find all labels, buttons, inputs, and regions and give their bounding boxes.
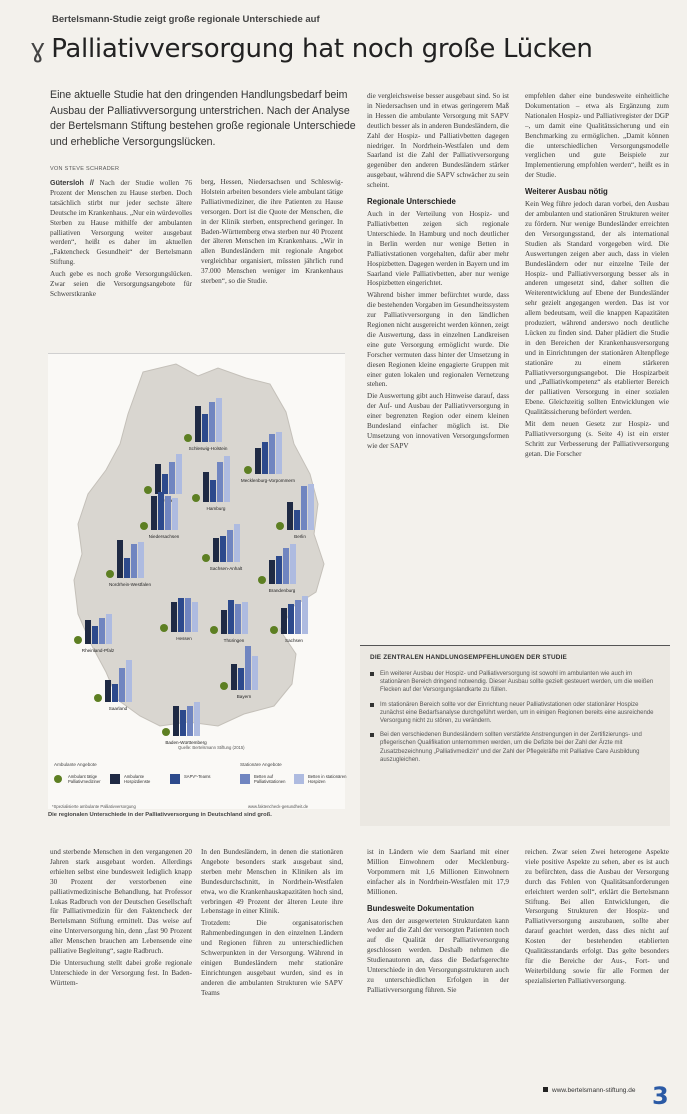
region-label: Niedersachsen: [148, 534, 180, 539]
region-bar: [209, 402, 215, 442]
paragraph: In den Bundesländern, in denen die stationären Angebote besonders stark ausgebaut sind, sterben mehr Menschen in Kliniken als im Bundesdurchschnitt, in Nordrhein-Westfalen etwa, wo die Krankenhauskapazitäten hoch sind, verbringen 49 Prozent der älteren Leute ihre Lebenstage in einer Klinik.: [201, 848, 343, 916]
region-bar: [119, 668, 125, 702]
region-bar: [228, 600, 234, 634]
region-bar: [255, 448, 261, 474]
palliativmediziner-dot: [270, 626, 278, 634]
paragraph: reichen. Zwar seien Zwei heterogene Aspekte viele positive Aspekte zu sehen, aber es ist auch zu befürchten, dass die Ausbau der Versorgung durch das Fehlen von Qualitätsanforderungen erleichtert werden soll“, erklärt die Bertelsmann Stiftung. Bei allen Entwicklungen, die Versorgung Strukturen der Hospiz- und Palliativversorgung auszubauen, sollte aber darauf geachtet werden, dass dies nicht auf Kosten der bestehenden etablierten Qualitätsstandards erfolgt. Das gelte besonders für die Bereiche der Aus-, Fort- und Weiterbildung sowie für alle Formen der spezialisierten Palliativversorgung.: [525, 848, 669, 985]
region-bar: [165, 496, 171, 530]
palliativmediziner-dot: [276, 522, 284, 530]
article-column-4: [525, 92, 669, 640]
palliativmediziner-dot: [220, 682, 228, 690]
region-bar: [192, 602, 198, 632]
region-bar: [172, 498, 178, 530]
headline: [30, 34, 680, 64]
legend-swatch: [54, 775, 62, 783]
headline-mark: ɣ: [30, 34, 46, 64]
region-label: Thüringen: [223, 638, 245, 643]
region-bar: [202, 414, 208, 442]
region-bar: [231, 664, 237, 690]
region-bar: [117, 540, 123, 578]
region-bar: [238, 668, 244, 690]
region-bar: [187, 706, 193, 736]
square-bullet-icon: [543, 1087, 548, 1092]
list-item: Ein weiterer Ausbau der Hospiz- und Palliativversorgung ist sowohl im ambulanten wie auch im stationären Bereich dringend notwendig. Dieser Ausbau sollte gezielt gesteuert werden, um die weißen Flecken auf der Versorgungslandkarte zu füllen.: [370, 670, 660, 695]
region-bar: [131, 544, 137, 578]
paragraph: empfehlen daher eine bundesweite einheitliche Dokumentation – etwa als Ergänzung zum Nationalen Hospiz- und Palliativregister der DGP –, um damit eine Qualitätssicherung und ein Benchmarking zu ermöglichen. „Damit können die unterschiedlichen Versorgungsmodelle verglichen und gute Beispiele zur Implementierung empfohlen werden“, heißt es in der Studie.: [525, 92, 669, 180]
legend-label: Betten auf Palliativstationen: [254, 774, 286, 785]
region-bar: [269, 560, 275, 584]
subheading: Weiterer Ausbau nötig: [525, 187, 608, 197]
figure-caption: Die regionalen Unterschiede in der Palliativversorgung in Deutschland sind groß.: [48, 812, 272, 818]
paragraph: Während bisher immer befürchtet wurde, dass die bestehenden Vorgaben im Gesundheitssystem zur Palliativversorgung in den ländlichen Regionen nicht ausgereicht werden können, zeigt die Auswertung, dass in einzelnen Landkreisen eine gute Versorgung ermöglicht wurde. Die Forscher vermuten dass hinter der Umsetzung in diesen Regionen kleine engagierte Gruppen mit einer guten lokalen und regionalen Vernetzung stehen.: [367, 291, 509, 389]
legend-group-ambulant: Ambulante Angebote: [54, 762, 97, 767]
region-label: Bayern: [236, 694, 252, 699]
paragraph: Die Auswertung gibt auch Hinweise darauf, dass der Auf- und Ausbau der Palliativversorgung in einer begrenzten Region oder einem kleinen Bundesland einfacher möglich ist. Die Umsetzung von innovativen Versorgungsformen wie der SAPV: [367, 392, 509, 450]
paragraph: Die Untersuchung stellt dabei große regionale Unterschiede in der Versorgung fest. In Baden-Württem-: [50, 958, 192, 987]
paragraph: und sterbende Menschen in den vergangenen 20 Jahren stark ausgebaut worden. Allerdings erhielten selbst eine bundesweit lediglich knapp 30 Prozent der verstorbenen eine palliativmedizinische Behandlung, hat Professor Lukas Radbruch von der Deutschen Gesellschaft für Palliativmedizin für den Faktencheck der Bertelsmann Stiftung ermittelt. Das weise auf eine Unterversorgung hin, denn „fast 90 Prozent aller Menschen brauchen am Lebensende eine palliative Begleitung“, sagte Radbruch.: [50, 848, 192, 956]
paragraph: Kein Weg führe jedoch daran vorbei, den Ausbau der ambulanten und stationären Strukturen weiter zu fördern. Nur wenige Bundesländer erreichten den Versorgungsstand, der als international Studien als Standard vorgegeben wird. Die Auswertungen zeigen aber auch, dass in vielen Bundesländern oder nur einzelne Teile der Hospiz- und Palliativversorgung besser als in anderen umgesetzt sind, daher sollten die Weiterentwicklung auf Ebene der Bundesländer sehr gezielt angegangen werden. Das ist vor allem bedeutsam, weil die knappen Kapazitäten produziert, während anderswo noch deutliche Lücken zu finden sind. Daher plädiert die Studie in den Bereichen der Krankenhausversorgung und in Einrichtungen der stationären Altenpflege stationäre zu einem stärkeren Palliativversorgungsangebot. Die Hospizarbeit und „Palliativkompetenz“ als etablierter Bereich der palliativen Versorgung in einer sozialen Ebene. Gleichzeitig sollten Entwicklungen wie Qualitätssicherung befördert werden.: [525, 200, 669, 417]
region-bar: [276, 556, 282, 584]
article-column-1: [50, 178, 192, 350]
figure-footnote: *Spezialisierte ambulante Palliativversorgung: [52, 804, 136, 809]
region-bar: [302, 596, 308, 634]
palliativmediziner-dot: [210, 626, 218, 634]
headline-text: Palliativversorgung hat noch große Lücken: [51, 34, 593, 64]
region-bar: [169, 462, 175, 494]
region-label: Nordrhein-Westfalen: [108, 582, 152, 587]
subheading: Bundesweite Dokumentation: [367, 903, 475, 913]
legend-swatch: [170, 774, 180, 784]
paragraph: Aus den der ausgewerteten Strukturdaten kann weder auf die Zahl der versorgten Patienten noch auf die Qualität der Palliativversorgung geschlossen werden. Deshalb nehmen die Studienautoren an, dass die Bedarfsgerechte Unterschiede in den Versorgungsstrukturen auch zu unterschiedlichen Erfolgen in der Palliativversorgung führen. Sie: [367, 916, 509, 994]
region-label: Baden-Württemberg: [165, 740, 207, 745]
region-bar: [221, 610, 227, 634]
region-bar: [203, 472, 209, 502]
region-bar: [245, 646, 251, 690]
palliativmediziner-dot: [140, 522, 148, 530]
palliativmediziner-dot: [144, 486, 152, 494]
legend-swatch: [294, 774, 304, 784]
page-number: 3: [652, 1082, 669, 1110]
region-bar: [288, 604, 294, 634]
region-bar: [252, 656, 258, 690]
region-label: Brandenburg: [268, 588, 296, 593]
region-bar: [281, 608, 287, 634]
region-bar: [195, 406, 201, 442]
paragraph: die vergleichsweise besser ausgebaut sind. So ist in Niedersachsen und in etwas geringerem Maß in Hessen die ambulante Versorgung mit SAPV deutlich besser als in anderen Bundesländern, die Zahl der Hospiz- und Palliativbetten dagegen niedriger. In Nordrhein-Westfalen und dem Saarland ist die Zahl der Palliativversorgung gegenüber den anderen Bundesländern stärker ausgebaut, während die SAPV schwächer zu sein scheint.: [367, 92, 509, 190]
palliativmediziner-dot: [162, 728, 170, 736]
region-bar: [269, 434, 275, 474]
article-column-5: [50, 848, 192, 1106]
region-bar: [242, 602, 248, 634]
list-item: Bei den verschiedenen Bundesländern sollten verstärkte Anstrengungen in der Zertifizierungs- und pflegerischen Qualifikation unternommen werden, um die Defizite bei der Zahl der Ärzte mit Zusatzbezeichnung „Palliativmedizin“ und der Zahl der Pflegekräfte mit Palliative Care Ausbildung auszugleichen.: [370, 731, 660, 764]
region-bar: [194, 702, 200, 736]
subheading: Regionale Unterschiede: [367, 197, 456, 207]
list-item: Im stationären Bereich sollte vor der Einrichtung neuer Palliativstationen oder stationärer Hospize zunächst eine Bedarfsanalyse durchgeführt werden, um in einigen Regionen bereits eine ausreichende Versorgung nicht zu stören, zu verändern.: [370, 701, 660, 726]
region-bar: [295, 600, 301, 634]
germany-map: [48, 354, 345, 754]
region-bar: [213, 538, 219, 562]
paragraph: Trotzdem: Die organisatorischen Rahmenbedingungen in den einzelnen Ländern und Regionen führen zu unterschiedlichen Schwerpunkten in der Versorgung. Während in einigen Bundesländern mehr stationäre Einrichtungen ausgebaut wurden, sind es in anderen die ambulanten Strukturen wie SAPV Teams: [201, 919, 343, 997]
palliativmediziner-dot: [160, 624, 168, 632]
region-label: Mecklenburg-Vorpommern: [240, 478, 296, 483]
article-column-2: [201, 178, 343, 350]
region-bar: [92, 626, 98, 644]
palliativmediziner-dot: [74, 636, 82, 644]
box-title: DIE ZENTRALEN HANDLUNGSEMPFEHLUNGEN DER STUDIE: [370, 654, 568, 661]
region-bar: [185, 598, 191, 632]
region-bar: [235, 604, 241, 634]
article-column-7: [367, 848, 509, 1106]
palliativmediziner-dot: [244, 466, 252, 474]
region-label: Hessen: [176, 636, 192, 641]
region-bar: [301, 486, 307, 530]
region-bar: [138, 542, 144, 578]
recommendations-list: [370, 670, 660, 770]
region-label: Rheinland-Pfalz: [81, 648, 115, 653]
figure-source: Quelle: Bertelsmann Stiftung (2015): [178, 745, 245, 750]
region-bar: [217, 462, 223, 502]
region-label: Berlin: [294, 534, 306, 539]
kicker: Bertelsmann-Studie zeigt große regionale Unterschiede auf: [52, 14, 320, 25]
region-bar: [287, 502, 293, 530]
region-bar: [220, 536, 226, 562]
region-label: Sachsen: [285, 638, 303, 643]
region-bar: [234, 524, 240, 562]
paragraph: berg, Hessen, Niedersachsen und Schleswig-Holstein arbeiten besonders viele ambulant tätige Palliativmediziner, die ihre Patienten zu Hause versorgen. Dort ist die Quote der Menschen, die in der Klinik sterben, entsprechend geringer. In Baden-Württemberg etwa sterben nur 40 Prozent der älteren Menschen im Krankenhaus. „Wir in allen Bundesländern mit regionale Angebot vergleichbar organisiert, müssten jährlich rund 37.000 Menschen weniger im Krankenhaus sterben“, so die Studie.: [201, 178, 343, 286]
region-bar: [112, 684, 118, 702]
region-bar: [162, 474, 168, 494]
dateline: Gütersloh //: [50, 178, 94, 187]
palliativmediziner-dot: [106, 570, 114, 578]
region-bar: [176, 454, 182, 494]
region-label: Sachsen-Anhalt: [209, 566, 243, 571]
paragraph: Auch in der Verteilung von Hospiz- und Palliativbetten zeigen sich regionale Unterschiede. In Hamburg und noch deutlicher in Berlin werden nur wenige Betten in Palliativstationen vorgehalten, dafür aber mehr Hospizbetten. Dagegen werden in Bayern und im Saarland viele Palliativbetten, aber nur wenige Hospizbetten eingerichtet.: [367, 210, 509, 288]
legend-swatch: [240, 774, 250, 784]
region-bar: [85, 620, 91, 644]
paragraph: Auch gebe es noch große Versorgungslücken. Zwar seien die Versorgungsangebote für Schwerstkranke: [50, 270, 192, 298]
region-bar: [276, 432, 282, 474]
footer-link[interactable]: www.bertelsmann-stiftung.de: [543, 1087, 635, 1094]
region-label: Saarland: [108, 706, 128, 711]
article-column-8: [525, 848, 669, 1076]
legend-label: Betten in stationären Hospizen: [308, 774, 347, 785]
palliativmediziner-dot: [94, 694, 102, 702]
region-bar: [294, 510, 300, 530]
region-bar: [99, 618, 105, 644]
region-label: Hamburg: [206, 506, 226, 511]
figure-url: www.faktencheck-gesundheit.de: [248, 804, 309, 809]
region-bar: [283, 548, 289, 584]
map-figure: [48, 353, 345, 809]
region-bar: [126, 660, 132, 702]
region-bar: [106, 614, 112, 644]
region-bar: [155, 464, 161, 494]
article-column-3: [367, 92, 509, 640]
recommendations-box: [360, 645, 670, 826]
legend-swatch: [110, 774, 120, 784]
legend-label: Ambulant tätige Palliativmediziner: [68, 774, 101, 785]
region-label: Schleswig-Holstein: [188, 446, 228, 451]
palliativmediziner-dot: [202, 554, 210, 562]
region-bar: [124, 558, 130, 578]
region-bar: [290, 544, 296, 584]
region-bar: [180, 710, 186, 736]
paragraph: Mit dem neuen Gesetz zur Hospiz- und Palliativversorgung (s. Seite 4) ist ein erster Schritt zur Verbesserung der Palliativversorgung getan. Die Forscher: [525, 420, 669, 458]
region-bar: [210, 480, 216, 502]
region-bar: [216, 398, 222, 442]
lead-paragraph: Eine aktuelle Studie hat den dringenden Handlungsbedarf beim Ausbau der Palliativversorgung unterstrichen. Nach der Analyse der Bertelsmann Stiftung bestehen große regionale Unterschiede und erhebliche Versorgungslücken.: [50, 89, 356, 148]
region-bar: [171, 602, 177, 632]
palliativmediziner-dot: [258, 576, 266, 584]
byline: VON STEVE SCHRADER: [50, 166, 120, 172]
region-bar: [173, 706, 179, 736]
region-bar: [308, 484, 314, 530]
legend-label: Ambulante Hospizdienste: [124, 774, 151, 785]
region-bar: [105, 680, 111, 702]
article-column-6: [201, 848, 343, 1106]
palliativmediziner-dot: [192, 494, 200, 502]
region-bar: [151, 496, 157, 530]
paragraph: Gütersloh // Nach der Studie wollen 76 Prozent der Menschen zu Hause sterben. Doch tatsächlich stirbt nur jeder sechste ältere Deutsche im Krankenhaus. „Nur ein würdevolles Sterben zu Hause mithilfe der ambulanten palliativen Versorgung weiter ausgebaut werden“, heißt es daher im aktuellen „Faktencheck Gesundheit“ der Bertelsmann Stiftung.: [50, 178, 192, 267]
region-bar: [158, 492, 164, 530]
legend-label: SAPV*-Teams: [184, 774, 211, 779]
legend-group-stationaer: Stationäre Angebote: [240, 762, 282, 767]
region-bar: [178, 598, 184, 632]
region-bar: [262, 442, 268, 474]
region-bar: [227, 530, 233, 562]
region-bar: [224, 456, 230, 502]
paragraph: ist in Ländern wie dem Saarland mit einer Million Einwohnern oder Mecklenburg-Vorpommern mit 1,6 Millionen Einwohnern einfacher als in Nordrhein-Westfalen mit 17,9 Millionen.: [367, 848, 509, 896]
palliativmediziner-dot: [184, 434, 192, 442]
